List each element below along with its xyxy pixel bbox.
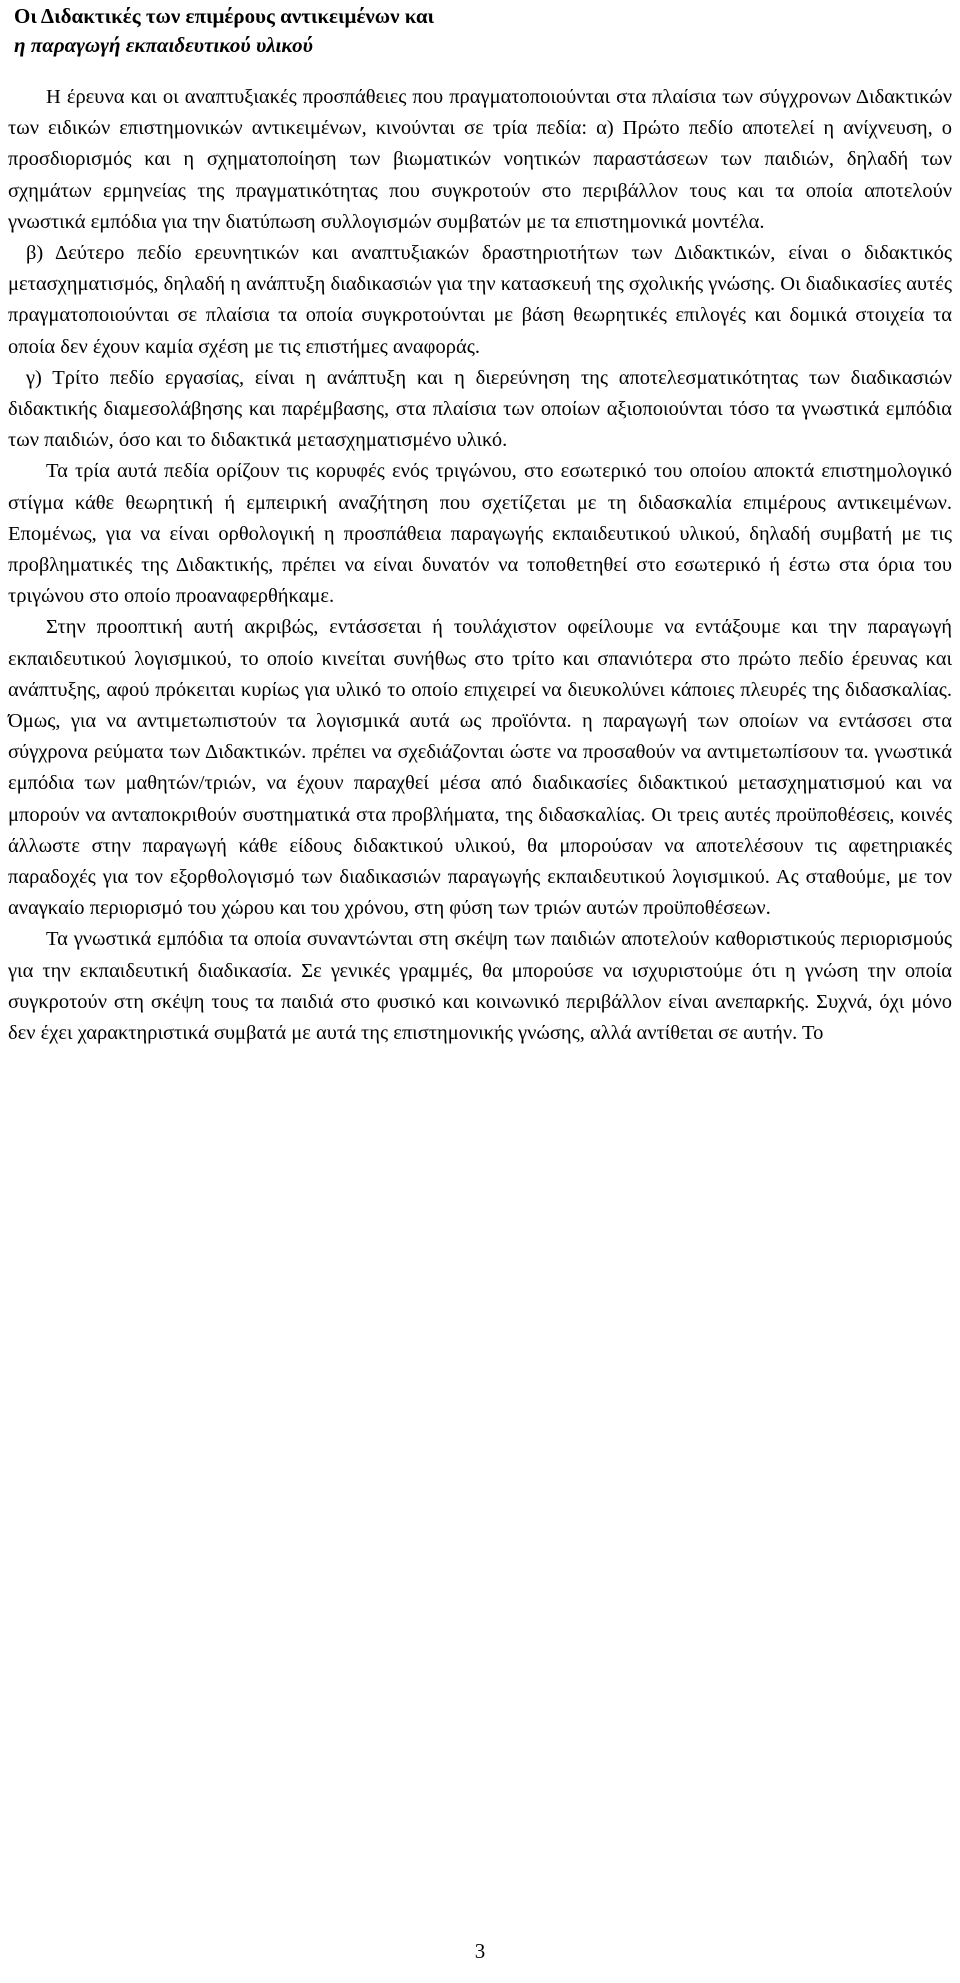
paragraph-field-c: γ) Τρίτο πεδίο εργασίας, είναι η ανάπτυξη και η διερεύνηση της αποτελεσματικότητας των διαδικασιών διδακτικής διαμεσολάβησης και παρέμβασης, στα πλαίσια των οποίων αξιοποιούνται τόσο τα γνωστικά εμπόδια των παιδιών, όσο και το διδακτικά μετασχηματισμένο υλικό. bbox=[8, 366, 952, 452]
paragraph-intro: Η έρευνα και οι αναπτυξιακές προσπάθειες που πραγματοποιούνται στα πλαίσια των σύγχρονων Διδακτικών των ειδικών επιστημονικών αντικειμένων, κινούνται σε τρία πεδία: α) Πρώτο πεδίο αποτελεί η ανίχνευση, ο προσδιορισμός και η σχηματοποίηση των βιωματικών νοητικών παραστάσεων των παιδιών, δηλαδή των σχημάτων ερμηνείας της πραγματικότητας που συγκροτούν στο περιβάλλον τους και τα οποία αποτελούν γνωστικά εμπόδια για την διατύπωση συλλογισμών συμβατών με τα επιστημονικά μοντέλα. bbox=[8, 86, 952, 233]
page-number: 3 bbox=[474, 1939, 486, 1963]
paragraph-field-b: β) Δεύτερο πεδίο ερευνητικών και αναπτυξιακών δραστηριοτήτων των Διδακτικών, είναι ο διδακτικός μετασχηματισμός, δηλαδή η ανάπτυξη διαδικασιών για την κατασκευή της σχολικής γνώσης. Οι διαδικασίες αυτές πραγματοποιούνται σε πλαίσια τα οποία συγκροτούνται με βάση θεωρητικές επιλογές και δομικά στοιχεία τα οποία δεν έχουν καμία σχέση με τις επιστήμες αναφοράς. bbox=[8, 242, 952, 358]
heading-line-1: Οι Διδακτικές των επιμέρους αντικειμένων και bbox=[14, 4, 435, 28]
paragraph-triangle: Τα τρία αυτά πεδία ορίζουν τις κορυφές ενός τριγώνου, στο εσωτερικό του οποίου αποκτά επιστημολογικό στίγμα κάθε θεωρητική ή εμπειρική αναζήτηση που σχετίζεται με τη διδασκαλία επιμέρους αντικειμένων. Επομένως, για να είναι ορθολογική η προσπάθεια παραγωγής εκπαιδευτικού υλικού, δηλαδή συμβατή με τις προβληματικές της Διδακτικής, πρέπει να είναι δυνατόν να τοποθετηθεί στο εσωτερικό ή έστω στα όρια του τριγώνου στο οποίο προαναφερθήκαμε. bbox=[8, 460, 952, 608]
paragraph-software: Στην προοπτική αυτή ακριβώς, εντάσσεται ή τουλάχιστον οφείλουμε να εντάξουμε και την παραγωγή εκπαιδευτικού λογισμικού, το οποίο κινείται συνήθως στο τρίτο και σπανιότερα στο πρώτο πεδίο έρευνας και ανάπτυξης, αφού πρόκειται κυρίως για υλικό το οποίο επιχειρεί να διευκολύνει κάποιες πλευρές της διδασκαλίας. Όμως, για να αντιμετωπιστούν τα λογισμικά αυτά ως προϊόντα. η παραγωγή των οποίων να εντάσσει στα σύγχρονα ρεύματα των Διδακτικών. πρέπει να σχεδιάζονται ώστε να προσαθούν να αντιμετωπίσουν τα. γνωστικά εμπόδια των μαθητών/τριών, να έχουν παραχθεί μέσα από διαδικασίες διδακτικού μετασχηματισμού και να μπορούν να ανταποκριθούν συστηματικά στα προβλήματα, της διδασκαλίας. Οι τρεις αυτές προϋποθέσεις, κοινές άλλωστε στην παραγωγή κάθε είδους διδακτικού υλικού, θα μπορούσαν να αποτελέσουν τις αφετηριακές παραδοχές για τον εξορθολογισμό των διαδικασιών παραγωγής εκπαιδευτικού λογισμικού. Ας σταθούμε, με τον αναγκαίο περιορισμό του χώρου και του χρόνου, στη φύση των τριών αυτών προϋποθέσεων. bbox=[8, 616, 952, 920]
heading-line-2: η παραγωγή εκπαιδευτικού υλικού bbox=[14, 33, 313, 57]
body-text bbox=[8, 82, 952, 1049]
paragraph-cognitive-obstacles: Τα γνωστικά εμπόδια τα οποία συναντώνται στη σκέψη των παιδιών αποτελούν καθοριστικούς περιορισμούς για την εκπαιδευτική διαδικασία. Σε γενικές γραμμές, θα μπορούσε να ισχυριστούμε ότι η γνώση την οποία συγκροτούν στη σκέψη τους τα παιδιά στο φυσικό και κοινωνικό περιβάλλον είναι ανεπαρκής. Συχνά, όχι μόνο δεν έχει χαρακτηριστικά συμβατά με αυτά της επιστημονικής γνώσης, αλλά αντίθεται σε αυτήν. Το bbox=[8, 928, 952, 1045]
section-heading bbox=[14, 2, 944, 60]
